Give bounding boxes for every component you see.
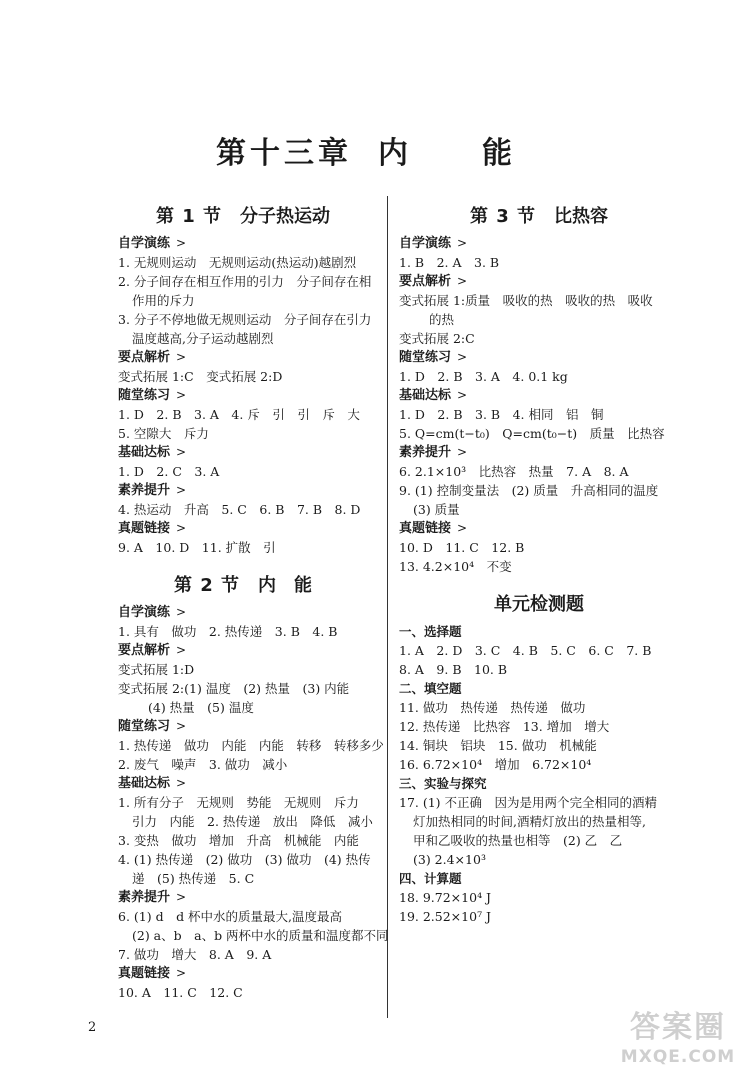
answer-line: 16. 6.72×10⁴ 增加 6.72×10⁴ — [399, 757, 592, 772]
answer-line: 2. 废气 噪声 3. 做功 减小 — [118, 757, 288, 772]
answer-line: 19. 2.52×10⁷ J — [399, 909, 492, 924]
tag-zixue: 自学演练 > — [399, 236, 468, 251]
answer-line: 4. (1) 热传递 (2) 做功 (3) 做功 (4) 热传 — [118, 852, 371, 867]
answer-line: 14. 铜块 铝块 15. 做功 机械能 — [399, 738, 597, 753]
answer-line: 变式拓展 1:C 变式拓展 2:D — [118, 369, 283, 384]
tag-suitang: 随堂练习 > — [118, 719, 187, 734]
answer-line: 3. 分子不停地做无规则运动 分子间存在引力 — [118, 312, 372, 327]
chevron-right-icon: > — [176, 445, 187, 459]
section-3-title: 第 3 节 比热容 — [469, 206, 609, 227]
answer-line: 1. 无规则运动 无规则运动(热运动)越剧烈 — [118, 255, 357, 270]
chevron-right-icon: > — [176, 350, 187, 364]
tag-yaodian: 要点解析 > — [399, 274, 468, 289]
right-column — [399, 198, 679, 926]
answer-line: 1. D 2. B 3. A 4. 0.1 kg — [399, 369, 568, 384]
chevron-right-icon: > — [457, 388, 468, 402]
tag-suyang: 素养提升 > — [118, 483, 187, 498]
answer-line: 的热 — [429, 312, 455, 327]
section-1-title: 第 1 节 分子热运动 — [155, 206, 331, 227]
answer-line: 6. (1) d d 杯中水的质量最大,温度最高 — [118, 909, 343, 924]
answer-line: 9. A 10. D 11. 扩散 引 — [118, 540, 276, 555]
tag-zixue: 自学演练 > — [118, 236, 187, 251]
answer-line: 17. (1) 不正确 因为是用两个完全相同的酒精 — [399, 795, 658, 810]
answer-line: 灯加热相同的时间,酒精灯放出的热量相等, — [413, 814, 646, 829]
answer-line: 1. B 2. A 3. B — [399, 255, 500, 270]
answer-line: 变式拓展 1:D — [118, 662, 195, 677]
chevron-right-icon: > — [176, 966, 187, 980]
watermark-logo: 答案圈 MXQE.COM — [620, 1010, 736, 1067]
part-heading: 二、填空题 — [399, 681, 462, 696]
answer-line: 7. 做功 增大 8. A 9. A — [118, 947, 272, 962]
section-2-title: 第 2 节 内 能 — [173, 575, 313, 596]
answer-line: 10. A 11. C 12. C — [118, 985, 243, 1000]
chevron-right-icon: > — [176, 643, 187, 657]
part-heading: 四、计算题 — [399, 871, 462, 886]
chevron-right-icon: > — [457, 236, 468, 250]
answer-line: 1. 具有 做功 2. 热传递 3. B 4. B — [118, 624, 338, 639]
part-heading: 三、实验与探究 — [399, 776, 487, 791]
answer-line: 11. 做功 热传递 热传递 做功 — [399, 700, 586, 715]
answer-line: 2. 分子间存在相互作用的引力 分子间存在相 — [118, 274, 372, 289]
answer-line: (4) 热量 (5) 温度 — [148, 700, 254, 715]
tag-suitang: 随堂练习 > — [399, 350, 468, 365]
left-column — [118, 198, 389, 1002]
answer-line: 18. 9.72×10⁴ J — [399, 890, 492, 905]
tag-jichu: 基础达标 > — [118, 776, 187, 791]
tag-jichu: 基础达标 > — [118, 445, 187, 460]
answer-line: 4. 热运动 升高 5. C 6. B 7. B 8. D — [118, 502, 361, 517]
tag-suyang: 素养提升 > — [118, 890, 187, 905]
chevron-right-icon: > — [176, 719, 187, 733]
answer-line: 9. (1) 控制变量法 (2) 质量 升高相同的温度 — [399, 483, 659, 498]
answer-line: 引力 内能 2. 热传递 放出 降低 减小 — [132, 814, 373, 829]
answer-line: 1. 热传递 做功 内能 内能 转移 转移多少 — [118, 738, 384, 753]
chevron-right-icon: > — [176, 890, 187, 904]
chapter-name: 内 能 — [378, 136, 534, 171]
answer-line: 温度越高,分子运动越剧烈 — [132, 331, 274, 346]
tag-zixue: 自学演练 > — [118, 605, 187, 620]
answer-line: 变式拓展 2:(1) 温度 (2) 热量 (3) 内能 — [118, 681, 350, 696]
answer-line: 8. A 9. B 10. B — [399, 662, 508, 677]
tag-suitang: 随堂练习 > — [118, 388, 187, 403]
answer-line: 1. 所有分子 无规则 势能 无规则 斥力 — [118, 795, 359, 810]
answer-line: (3) 质量 — [413, 502, 460, 517]
answer-line: 作用的斥力 — [132, 293, 195, 308]
answer-line: 递 (5) 热传递 5. C — [132, 871, 255, 886]
answer-line: 12. 热传递 比热容 13. 增加 增大 — [399, 719, 610, 734]
answer-line: 10. D 11. C 12. B — [399, 540, 525, 555]
chevron-right-icon: > — [176, 776, 187, 790]
chapter-title — [0, 128, 750, 172]
answer-line: 1. D 2. C 3. A — [118, 464, 220, 479]
answer-line: 6. 2.1×10³ 比热容 热量 7. A 8. A — [399, 464, 629, 479]
chevron-right-icon: > — [176, 388, 187, 402]
chevron-right-icon: > — [176, 521, 187, 535]
unit-test-title: 单元检测题 — [494, 594, 584, 615]
chevron-right-icon: > — [457, 521, 468, 535]
tag-zhenti: 真题链接 > — [118, 966, 187, 981]
tag-zhenti: 真题链接 > — [399, 521, 468, 536]
answer-line: 1. D 2. B 3. A 4. 斥 引 引 斥 大 — [118, 407, 360, 422]
answer-line: 5. 空隙大 斥力 — [118, 426, 209, 441]
chevron-right-icon: > — [457, 350, 468, 364]
answer-line: 13. 4.2×10⁴ 不变 — [399, 559, 512, 574]
answer-line: 变式拓展 1:质量 吸收的热 吸收的热 吸收 — [399, 293, 653, 308]
chevron-right-icon: > — [457, 274, 468, 288]
chevron-right-icon: > — [176, 236, 187, 250]
answer-line: 变式拓展 2:C — [399, 331, 475, 346]
answer-line: 1. A 2. D 3. C 4. B 5. C 6. C 7. B — [399, 643, 652, 658]
chevron-right-icon: > — [176, 605, 187, 619]
chapter-number: 第十三章 — [216, 136, 352, 171]
answer-line: 1. D 2. B 3. B 4. 相同 铝 铜 — [399, 407, 604, 422]
column-divider — [387, 196, 388, 1018]
tag-zhenti: 真题链接 > — [118, 521, 187, 536]
tag-jichu: 基础达标 > — [399, 388, 468, 403]
answer-line: (2) a、b a、b 两杯中水的质量和温度都不同 — [132, 928, 389, 943]
answer-line: 3. 变热 做功 增加 升高 机械能 内能 — [118, 833, 359, 848]
answer-line: 甲和乙吸收的热量也相等 (2) 乙 乙 — [413, 833, 623, 848]
tag-yaodian: 要点解析 > — [118, 643, 187, 658]
chevron-right-icon: > — [457, 445, 468, 459]
chevron-right-icon: > — [176, 483, 187, 497]
page-number: 2 — [88, 1020, 97, 1035]
answer-line: (3) 2.4×10³ — [413, 852, 486, 867]
tag-yaodian: 要点解析 > — [118, 350, 187, 365]
part-heading: 一、选择题 — [399, 624, 462, 639]
tag-suyang: 素养提升 > — [399, 445, 468, 460]
answer-line: 5. Q=cm(t−t₀) Q=cm(t₀−t) 质量 比热容 — [399, 426, 665, 441]
